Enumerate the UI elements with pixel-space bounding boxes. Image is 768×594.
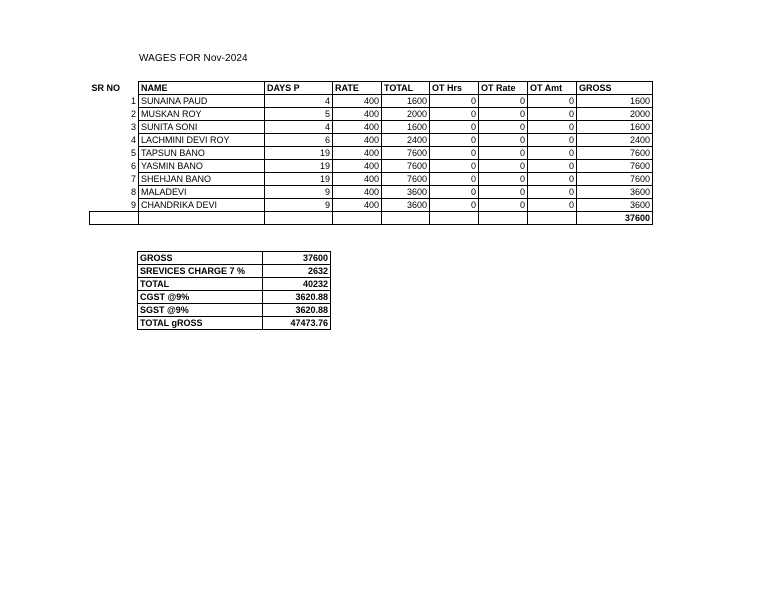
summary-value: 3620.88: [263, 304, 331, 317]
header-days: DAYS P: [265, 82, 333, 95]
header-ot-rate: OT Rate: [479, 82, 528, 95]
summary-label: GROSS: [138, 252, 263, 265]
cell-name: SHEHJAN BANO: [139, 173, 265, 186]
empty-cell: [333, 212, 382, 225]
cell-total: 3600: [382, 199, 430, 212]
cell-total: 7600: [382, 147, 430, 160]
cell-gross: 2400: [577, 134, 653, 147]
cell-ot-hrs: 0: [430, 199, 479, 212]
empty-cell: [139, 212, 265, 225]
cell-gross: 7600: [577, 147, 653, 160]
cell-rate: 400: [333, 147, 382, 160]
cell-rate: 400: [333, 108, 382, 121]
summary-row: [138, 304, 331, 317]
wages-table: [89, 81, 653, 225]
cell-sr-no: 5: [130, 148, 136, 158]
empty-cell: [430, 212, 479, 225]
cell-ot-rate: 0: [479, 121, 528, 134]
cell-ot-amt: 0: [528, 173, 577, 186]
cell-total: 7600: [382, 160, 430, 173]
cell-ot-hrs: 0: [430, 147, 479, 160]
summary-label: SGST @9%: [138, 304, 263, 317]
header-total: TOTAL: [382, 82, 430, 95]
header-rate: RATE: [333, 82, 382, 95]
cell-ot-hrs: 0: [430, 95, 479, 108]
cell-sr-no: 8: [130, 187, 136, 197]
empty-cell: [382, 212, 430, 225]
cell-sr-no: 2: [130, 109, 136, 119]
cell-sr-no: 4: [130, 135, 136, 145]
cell-days-present: 19: [265, 173, 333, 186]
cell-gross: 3600: [577, 199, 653, 212]
summary-row: [138, 317, 331, 330]
cell-rate: 400: [333, 95, 382, 108]
cell-rate: 400: [333, 186, 382, 199]
cell-gross: 1600: [577, 121, 653, 134]
summary-row: [138, 265, 331, 278]
summary-label: CGST @9%: [138, 291, 263, 304]
summary-label: TOTAL: [138, 278, 263, 291]
table-row: [90, 199, 653, 212]
sheet-title: WAGES FOR Nov-2024: [139, 53, 248, 64]
cell-ot-hrs: 0: [430, 121, 479, 134]
cell-ot-amt: 0: [528, 160, 577, 173]
cell-ot-rate: 0: [479, 95, 528, 108]
cell-name: SUNITA SONI: [139, 121, 265, 134]
cell-ot-amt: 0: [528, 147, 577, 160]
cell-days-present: 6: [265, 134, 333, 147]
table-row: [90, 160, 653, 173]
cell-ot-hrs: 0: [430, 134, 479, 147]
total-row: [90, 212, 653, 225]
cell-ot-amt: 0: [528, 134, 577, 147]
summary-value: 2632: [263, 265, 331, 278]
cell-ot-amt: 0: [528, 95, 577, 108]
cell-gross: 1600: [577, 95, 653, 108]
cell-ot-hrs: 0: [430, 160, 479, 173]
cell-total: 7600: [382, 173, 430, 186]
header-ot-amt: OT Amt: [528, 82, 577, 95]
cell-total: 2400: [382, 134, 430, 147]
summary-value: 3620.88: [263, 291, 331, 304]
cell-ot-rate: 0: [479, 108, 528, 121]
cell-total: 1600: [382, 121, 430, 134]
cell-ot-amt: 0: [528, 121, 577, 134]
summary-label: TOTAL gROSS: [138, 317, 263, 330]
cell-sr-no: 3: [130, 122, 136, 132]
empty-cell: [90, 212, 139, 225]
summary-value: 37600: [263, 252, 331, 265]
cell-ot-rate: 0: [479, 147, 528, 160]
summary-row: [138, 252, 331, 265]
cell-days-present: 4: [265, 121, 333, 134]
header-sr-no: SR NO: [91, 83, 121, 93]
summary-table: [137, 251, 331, 330]
table-row: [90, 108, 653, 121]
cell-ot-amt: 0: [528, 199, 577, 212]
cell-total: 2000: [382, 108, 430, 121]
cell-days-present: 19: [265, 160, 333, 173]
cell-ot-amt: 0: [528, 186, 577, 199]
cell-rate: 400: [333, 173, 382, 186]
cell-ot-rate: 0: [479, 134, 528, 147]
cell-gross: 3600: [577, 186, 653, 199]
cell-ot-hrs: 0: [430, 108, 479, 121]
cell-name: TAPSUN BANO: [139, 147, 265, 160]
table-row: [90, 147, 653, 160]
summary-value: 40232: [263, 278, 331, 291]
cell-ot-hrs: 0: [430, 173, 479, 186]
table-row: [90, 134, 653, 147]
cell-gross: 7600: [577, 173, 653, 186]
cell-sr-no: 1: [130, 96, 136, 106]
empty-cell: [528, 212, 577, 225]
cell-ot-amt: 0: [528, 108, 577, 121]
empty-cell: [479, 212, 528, 225]
cell-sr-no: 7: [130, 174, 136, 184]
table-row: [90, 173, 653, 186]
cell-name: YASMIN BANO: [139, 160, 265, 173]
grand-total: 37600: [577, 212, 653, 225]
cell-ot-rate: 0: [479, 173, 528, 186]
cell-name: SUNAINA PAUD: [139, 95, 265, 108]
cell-ot-rate: 0: [479, 199, 528, 212]
table-row: [90, 186, 653, 199]
cell-name: CHANDRIKA DEVI: [139, 199, 265, 212]
cell-gross: 2000: [577, 108, 653, 121]
summary-row: [138, 291, 331, 304]
table-row: [90, 95, 653, 108]
cell-total: 1600: [382, 95, 430, 108]
header-gross: GROSS: [577, 82, 653, 95]
cell-sr-no: 9: [130, 199, 136, 210]
empty-cell: [265, 212, 333, 225]
summary-label: SREVICES CHARGE 7 %: [138, 265, 263, 278]
cell-gross: 7600: [577, 160, 653, 173]
cell-ot-hrs: 0: [430, 186, 479, 199]
cell-days-present: 4: [265, 95, 333, 108]
cell-name: LACHMINI DEVI ROY: [139, 134, 265, 147]
cell-rate: 400: [333, 160, 382, 173]
cell-rate: 400: [333, 199, 382, 212]
header-row: [90, 82, 653, 95]
cell-days-present: 9: [265, 186, 333, 199]
cell-ot-rate: 0: [479, 186, 528, 199]
cell-rate: 400: [333, 121, 382, 134]
table-row: [90, 121, 653, 134]
cell-name: MUSKAN ROY: [139, 108, 265, 121]
cell-name: MALADEVI: [139, 186, 265, 199]
cell-total: 3600: [382, 186, 430, 199]
cell-sr-no: 6: [130, 161, 136, 171]
summary-row: [138, 278, 331, 291]
header-name: NAME: [139, 82, 265, 95]
cell-days-present: 9: [265, 199, 333, 212]
summary-value: 47473.76: [263, 317, 331, 330]
header-ot-hrs: OT Hrs: [430, 82, 479, 95]
cell-ot-rate: 0: [479, 160, 528, 173]
cell-days-present: 19: [265, 147, 333, 160]
cell-rate: 400: [333, 134, 382, 147]
cell-days-present: 5: [265, 108, 333, 121]
